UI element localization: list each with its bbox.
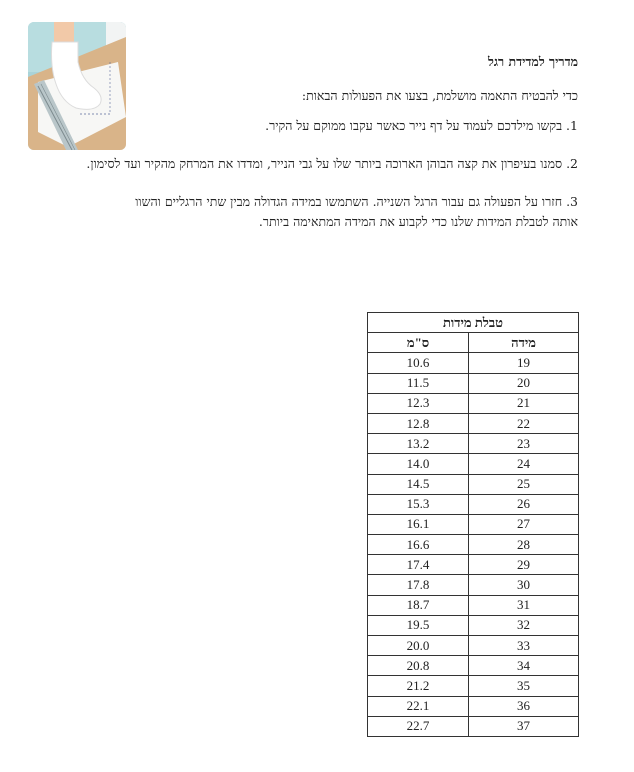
table-row [368,555,579,575]
size-cell: 34 [469,656,579,676]
size-cell: 19 [469,353,579,373]
cm-cell: 18.7 [368,595,469,615]
cm-cell: 16.1 [368,514,469,534]
size-cell: 25 [469,474,579,494]
size-cell: 28 [469,535,579,555]
size-cell: 20 [469,373,579,393]
table-row [368,454,579,474]
cm-cell: 17.8 [368,575,469,595]
table-row [368,494,579,514]
size-cell: 21 [469,393,579,413]
guide-intro: כדי להבטיח התאמה מושלמת, בצעו את הפעולות הבאות: [301,88,578,103]
size-cell: 30 [469,575,579,595]
measuring-guide [78,52,578,232]
table-row [368,716,579,736]
size-cell: 26 [469,494,579,514]
table-row [368,373,579,393]
cm-cell: 22.7 [368,716,469,736]
table-row [368,615,579,635]
size-cell: 37 [469,716,579,736]
table-row [368,514,579,534]
cm-cell: 20.0 [368,636,469,656]
table-row [368,676,579,696]
table-row [368,636,579,656]
table-row [368,393,579,413]
table-row [368,595,579,615]
cm-cell: 14.0 [368,454,469,474]
size-table-body [368,353,579,737]
table-row [368,413,579,433]
size-cell: 29 [469,555,579,575]
size-table [367,312,579,737]
table-row [368,535,579,555]
cm-cell: 12.8 [368,413,469,433]
cm-cell: 22.1 [368,696,469,716]
cm-cell: 17.4 [368,555,469,575]
table-row [368,575,579,595]
size-cell: 32 [469,615,579,635]
guide-title: מדריך למדידת רגל [488,54,578,69]
size-cell: 22 [469,413,579,433]
table-row [368,474,579,494]
table-row [368,696,579,716]
table-row [368,353,579,373]
table-row [368,656,579,676]
size-table-title: טבלת מידות [368,313,579,333]
cm-cell: 11.5 [368,373,469,393]
cm-cell: 19.5 [368,615,469,635]
cm-cell: 16.6 [368,535,469,555]
cm-cell: 15.3 [368,494,469,514]
size-cell: 36 [469,696,579,716]
size-table-header-row [368,333,579,353]
cm-cell: 10.6 [368,353,469,373]
cm-cell: 21.2 [368,676,469,696]
cm-column-header: ס"מ [368,333,469,353]
size-cell: 27 [469,514,579,534]
cm-cell: 14.5 [368,474,469,494]
size-table-title-row [368,313,579,333]
cm-cell: 20.8 [368,656,469,676]
guide-step-3: 3. חזרו על הפעולה גם עבור הרגל השנייה. השתמשו במידה הגדולה מבין שתי הרגליים והשוו אותה לטבלת המידות שלנו כדי לקבוע את המידה המתאימה ביותר. [135,194,578,229]
size-cell: 33 [469,636,579,656]
size-cell: 23 [469,434,579,454]
guide-step-1: 1. בקשו מילדכם לעמוד על דף נייר כאשר עקבו ממוקם על הקיר. [265,118,578,133]
size-cell: 24 [469,454,579,474]
table-row [368,434,579,454]
cm-cell: 13.2 [368,434,469,454]
size-column-header: מידה [469,333,579,353]
size-cell: 31 [469,595,579,615]
size-cell: 35 [469,676,579,696]
cm-cell: 12.3 [368,393,469,413]
guide-step-2: 2. סמנו בעיפרון את קצה הבוהן הארוכה ביותר שלו על גבי הנייר, ומדדו את המרחק מהקיר ועד לסימון. [86,156,578,171]
